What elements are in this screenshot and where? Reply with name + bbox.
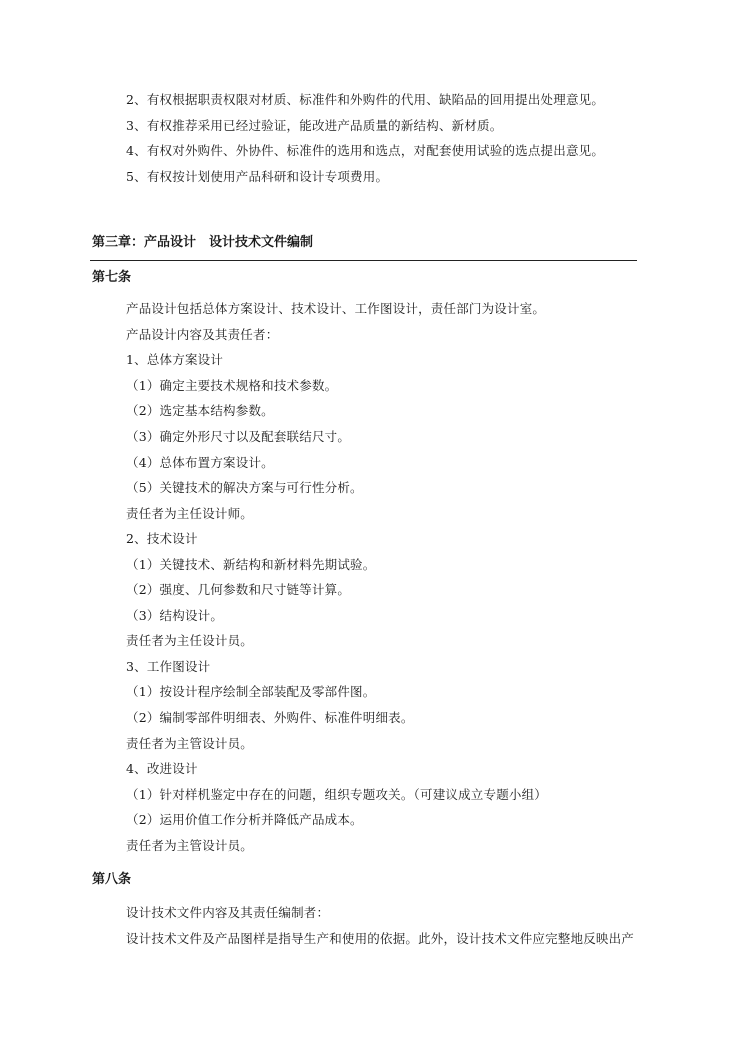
article-8-paragraph-2: 设计技术文件及产品图样是指导生产和使用的依据。此外，设计技术文件应完整地反映出产 [126, 931, 635, 946]
section-4-item: （2）运用价值工作分析并降低产品成本。 [126, 812, 363, 827]
rights-item-5: 5、有权按计划使用产品科研和设计专项费用。 [126, 169, 389, 184]
section-1-item: （4）总体布置方案设计。 [126, 455, 274, 470]
section-4-owner: 责任者为主管设计员。 [126, 838, 254, 853]
section-3-owner: 责任者为主管设计员。 [126, 736, 254, 751]
section-2-title: 2、技术设计 [126, 531, 198, 546]
section-1-item: （2）选定基本结构参数。 [126, 403, 274, 418]
section-2-item: （1）关键技术、新结构和新材料先期试验。 [126, 557, 376, 572]
section-2-item: （2）强度、几何参数和尺寸链等计算。 [126, 582, 351, 597]
article-7-contents-intro: 产品设计内容及其责任者： [126, 327, 279, 342]
section-1-owner: 责任者为主任设计师。 [126, 506, 254, 521]
section-1-item: （1）确定主要技术规格和技术参数。 [126, 378, 338, 393]
rights-item-4: 4、有权对外购件、外协件、标准件的选用和选点，对配套使用试验的选点提出意见。 [126, 143, 605, 158]
section-2-item: （3）结构设计。 [126, 608, 224, 623]
article-8-paragraph-1: 设计技术文件内容及其责任编制者： [126, 905, 330, 920]
chapter-divider [90, 260, 637, 261]
article-8-heading: 第八条 [92, 872, 132, 887]
section-3-title: 3、工作图设计 [126, 659, 211, 674]
section-4-title: 4、改进设计 [126, 761, 198, 776]
section-1-title: 1、总体方案设计 [126, 352, 224, 367]
article-7-heading: 第七条 [92, 270, 132, 285]
article-7-intro: 产品设计包括总体方案设计、技术设计、工作图设计，责任部门为设计室。 [126, 301, 546, 316]
section-3-item: （1）按设计程序绘制全部装配及零部件图。 [126, 684, 376, 699]
section-1-item: （3）确定外形尺寸以及配套联结尺寸。 [126, 429, 351, 444]
rights-item-2: 2、有权根据职责权限对材质、标准件和外购件的代用、缺陷品的回用提出处理意见。 [126, 92, 605, 107]
section-4-item: （1）针对样机鉴定中存在的问题，组织专题攻关。（可建议成立专题小组） [126, 787, 548, 802]
section-2-owner: 责任者为主任设计员。 [126, 633, 254, 648]
section-1-item: （5）关键技术的解决方案与可行性分析。 [126, 480, 363, 495]
section-3-item: （2）编制零部件明细表、外购件、标准件明细表。 [126, 710, 414, 725]
rights-item-3: 3、有权推荐采用已经过验证，能改进产品质量的新结构、新材质。 [126, 118, 503, 133]
chapter-3-heading: 第三章：产品设计 设计技术文件编制 [92, 235, 314, 250]
